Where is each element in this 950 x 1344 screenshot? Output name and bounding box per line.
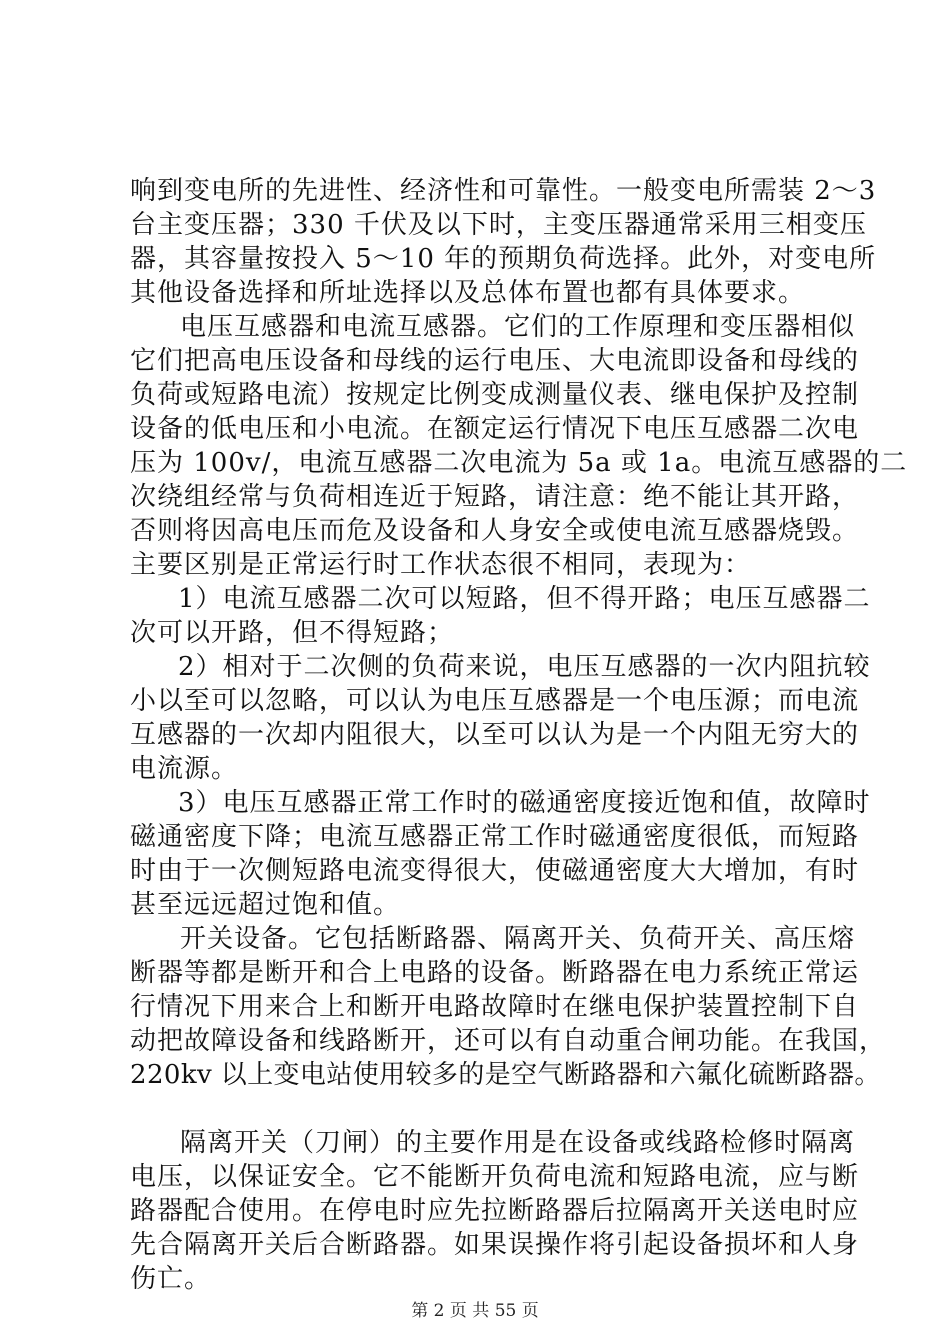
- text-line: 220kv 以上变电站使用较多的是空气断路器和六氟化硫断路器。: [130, 1060, 881, 1090]
- text-line: 磁通密度下降；电流互感器正常工作时磁通密度很低，而短路: [130, 822, 860, 852]
- page-footer: 第 2 页 共 55 页: [411, 1301, 539, 1321]
- text-line: 压为 100v/，电流互感器二次电流为 5a 或 1a。电流互感器的二: [130, 448, 908, 478]
- text-line: 负荷或短路电流）按规定比例变成测量仪表、继电保护及控制: [130, 380, 860, 410]
- paragraph-start-line: 电压互感器和电流互感器。它们的工作原理和变压器相似: [180, 312, 856, 342]
- text-line: 设备的低电压和小电流。在额定运行情况下电压互感器二次电: [130, 414, 860, 444]
- text-line: 台主变压器；330 千伏及以下时，主变压器通常采用三相变压: [130, 210, 867, 240]
- text-line: 动把故障设备和线路断开，还可以有自动重合闸功能。在我国，: [130, 1026, 887, 1056]
- text-line: 其他设备选择和所址选择以及总体布置也都有具体要求。: [130, 278, 806, 308]
- text-line: 电流源。: [130, 754, 239, 784]
- paragraph-start-line: 开关设备。它包括断路器、隔离开关、负荷开关、高压熔: [180, 924, 856, 954]
- list-item-1-line: 1）电流互感器二次可以短路，但不得开路；电压互感器二: [178, 584, 871, 614]
- text-line: 主要区别是正常运行时工作状态很不相同，表现为：: [130, 550, 752, 580]
- text-line: 次绕组经常与负荷相连近于短路，请注意：绝不能让其开路，: [130, 482, 860, 512]
- text-line: 电压，以保证安全。它不能断开负荷电流和短路电流，应与断: [130, 1162, 860, 1192]
- text-line: 时由于一次侧短路电流变得很大，使磁通密度大大增加，有时: [130, 856, 860, 886]
- text-line: 先合隔离开关后合断路器。如果误操作将引起设备损坏和人身: [130, 1230, 860, 1260]
- text-line: 路器配合使用。在停电时应先拉断路器后拉隔离开关送电时应: [130, 1196, 860, 1226]
- text-line: 断器等都是断开和合上电路的设备。断路器在电力系统正常运: [130, 958, 860, 988]
- text-line: 小以至可以忽略，可以认为电压互感器是一个电压源；而电流: [130, 686, 860, 716]
- text-line: 互感器的一次却内阻很大，以至可以认为是一个内阻无穷大的: [130, 720, 860, 750]
- text-line: 甚至远远超过饱和值。: [130, 890, 401, 920]
- list-item-2-line: 2）相对于二次侧的负荷来说，电压互感器的一次内阻抗较: [178, 652, 871, 682]
- text-line: 响到变电所的先进性、经济性和可靠性。一般变电所需装 2～3: [130, 176, 877, 206]
- list-item-3-line: 3）电压互感器正常工作时的磁通密度接近饱和值，故障时: [178, 788, 871, 818]
- text-line: 伤亡。: [130, 1264, 212, 1294]
- text-line: 行情况下用来合上和断开电路故障时在继电保护装置控制下自: [130, 992, 860, 1022]
- text-line: 次可以开路，但不得短路；: [130, 618, 455, 648]
- text-line: 否则将因高电压而危及设备和人身安全或使电流互感器烧毁。: [130, 516, 860, 546]
- text-line: 器，其容量按投入 5～10 年的预期负荷选择。此外，对变电所: [130, 244, 877, 274]
- text-line: 它们把高电压设备和母线的运行电压、大电流即设备和母线的: [130, 346, 860, 376]
- paragraph-start-line: 隔离开关（刀闸）的主要作用是在设备或线路检修时隔离: [180, 1128, 856, 1158]
